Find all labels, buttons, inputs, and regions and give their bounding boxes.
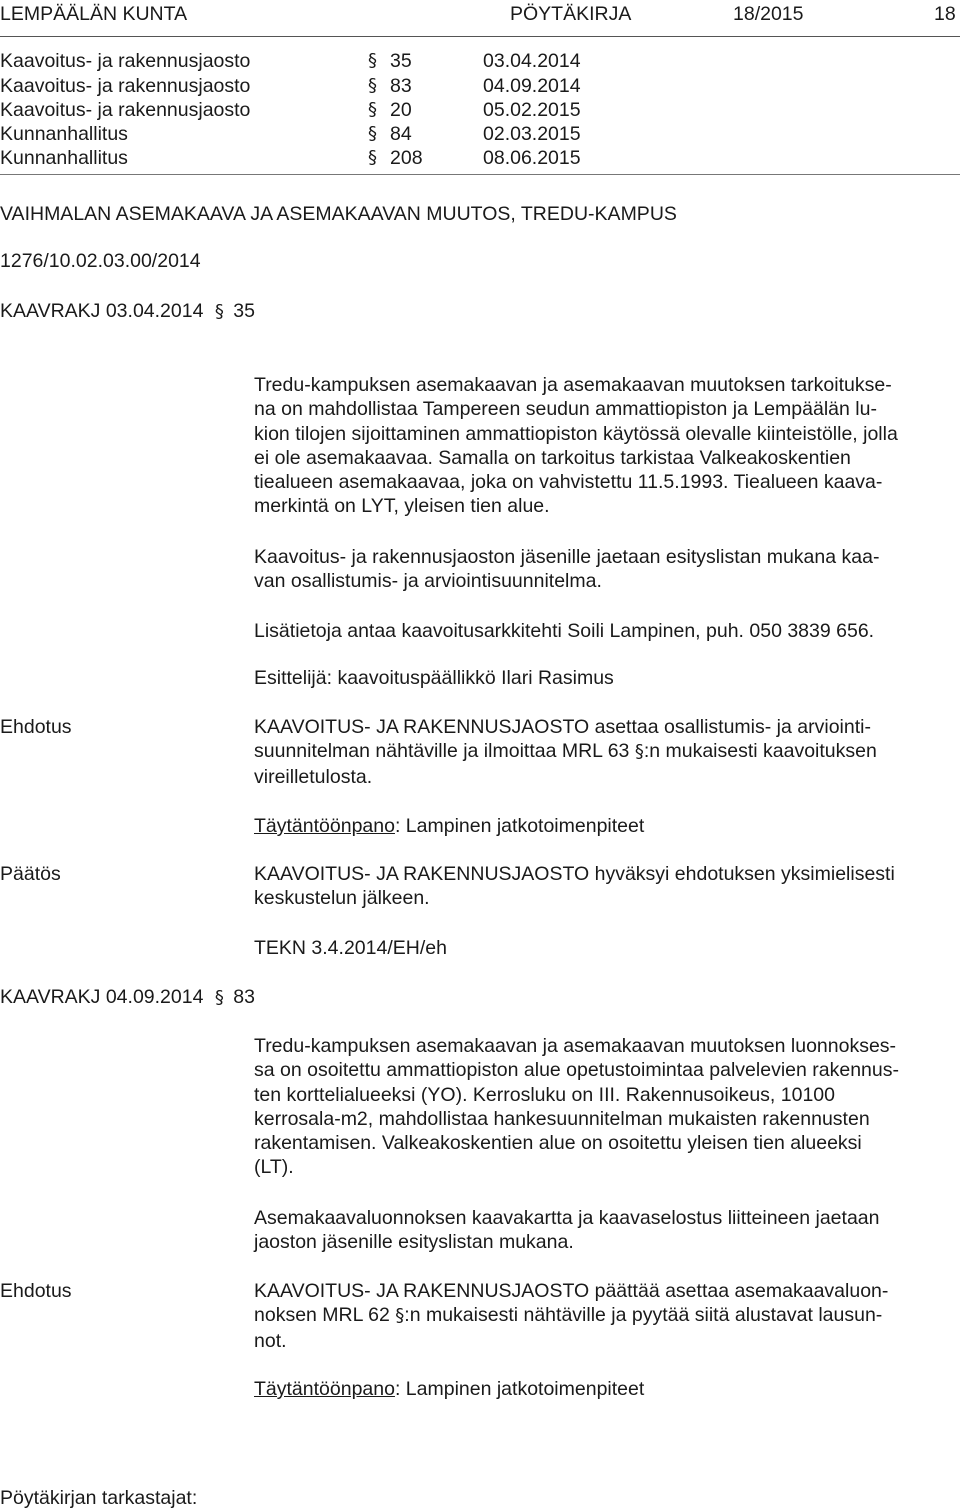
- history-body: Kunnanhallitus: [0, 147, 128, 169]
- section-sign-icon: §: [368, 99, 377, 120]
- diary-number: 1276/10.02.03.00/2014: [0, 250, 201, 272]
- paragraph-line: keskustelun jälkeen.: [254, 887, 430, 910]
- distribution-paragraph: [254, 545, 954, 594]
- execution-text: : Lampinen jatkotoimenpiteet: [394, 815, 645, 837]
- paragraph-line: KAAVOITUS- JA RAKENNUSJAOSTO asettaa osallistumis- ja arviointi-: [254, 716, 871, 738]
- section-sign-icon: §: [368, 50, 377, 71]
- paragraph-line: not.: [254, 1329, 287, 1352]
- paragraph-line: jaoston jäsenille esityslistan mukana.: [254, 1231, 574, 1254]
- history-row: [0, 122, 960, 146]
- paragraph-line: kerrosala-m2, mahdollistaa hankesuunnitelman mukaisten rakennusten: [254, 1107, 870, 1130]
- paragraph-line: Kaavoitus- ja rakennusjaoston jäsenille jaetaan esityslistan mukana kaa-: [254, 546, 880, 568]
- decision-text: [254, 862, 954, 911]
- execution-text: : Lampinen jatkotoimenpiteet: [394, 1378, 645, 1400]
- municipality-name: LEMPÄÄLÄN KUNTA: [0, 3, 188, 25]
- paragraph-line: merkintä on LYT, yleisen tien alue.: [254, 495, 550, 518]
- execution-label: Täytäntöönpano: [254, 815, 395, 837]
- document-type: PÖYTÄKIRJA: [510, 3, 632, 25]
- meeting-reference: [0, 299, 255, 324]
- history-section: 84: [390, 123, 412, 145]
- history-body: Kaavoitus- ja rakennusjaosto: [0, 75, 251, 97]
- paragraph-line: van osallistumis- ja arviointisuunnitelma.: [254, 570, 602, 593]
- history-date: 04.09.2014: [483, 75, 581, 97]
- section-sign-icon: §: [368, 147, 377, 168]
- paragraph-line: na on mahdollistaa Tampereen seudun ammattiopiston ja Lempäälän lu-: [254, 398, 877, 421]
- decision-label: Päätös: [0, 863, 61, 885]
- history-section: 208: [390, 147, 423, 169]
- paragraph-line: (LT).: [254, 1156, 294, 1179]
- history-section: 35: [390, 50, 412, 72]
- proposal-label: Ehdotus: [0, 716, 72, 738]
- reviewers-label: Pöytäkirjan tarkastajat:: [0, 1487, 198, 1509]
- signature: TEKN 3.4.2014/EH/eh: [254, 937, 447, 959]
- history-date: 08.06.2015: [483, 147, 581, 169]
- paragraph-line: kion tilojen sijoittaminen ammattiopiston käytössä olevalle kiinteistölle, jolla: [254, 422, 898, 445]
- paragraph-line: ten korttelialueeksi (YO). Kerrosluku on III. Rakennusoikeus, 10100: [254, 1083, 835, 1106]
- paragraph-line: KAAVOITUS- JA RAKENNUSJAOSTO päättää asettaa asemakaavaluon-: [254, 1280, 889, 1302]
- history-date: 02.03.2015: [483, 123, 581, 145]
- proposal-label: Ehdotus: [0, 1280, 72, 1302]
- history-body: Kaavoitus- ja rakennusjaosto: [0, 50, 251, 72]
- execution-note: [254, 814, 954, 838]
- header-divider: [0, 36, 960, 37]
- execution-note: [254, 1377, 954, 1401]
- section-sign-icon: §: [368, 75, 377, 96]
- matter-title: VAIHMALAN ASEMAKAAVA JA ASEMAKAAVAN MUUTOS, TREDU-KAMPUS: [0, 203, 677, 225]
- background-paragraph: [254, 1034, 954, 1180]
- page-number: 18: [934, 3, 956, 25]
- paragraph-line: vireilletulosta.: [254, 765, 373, 788]
- history-body: Kaavoitus- ja rakennusjaosto: [0, 99, 251, 121]
- history-section: 20: [390, 99, 412, 121]
- paragraph-line: sa on osoitettu ammattiopiston alue opetustoimintaa palvelevien rakennus-: [254, 1059, 899, 1082]
- history-row: [0, 146, 960, 170]
- section-sign-icon: §: [214, 301, 224, 322]
- paragraph-line: KAAVOITUS- JA RAKENNUSJAOSTO hyväksyi ehdotuksen yksimielisesti: [254, 863, 895, 885]
- section-sign-icon: §: [634, 741, 644, 763]
- section-sign-icon: §: [368, 123, 377, 144]
- history-section: 83: [390, 75, 412, 97]
- background-paragraph: [254, 373, 954, 519]
- paragraph-line: Asemakaavaluonnoksen kaavakartta ja kaavaselostus liitteineen jaetaan: [254, 1207, 880, 1229]
- contact-info: Lisätietoja antaa kaavoitusarkkitehti Soili Lampinen, puh. 050 3839 656.: [254, 620, 875, 642]
- history-date: 05.02.2015: [483, 99, 581, 121]
- paragraph-line: tiealueen asemakaavaa, joka on vahvistettu 11.5.1993. Tiealueen kaava-: [254, 471, 883, 494]
- distribution-paragraph: [254, 1206, 954, 1255]
- paragraph-line: noksen MRL 62 §:n mukaisesti nähtäville ja pyytää siitä alustavat lausun-: [254, 1304, 883, 1327]
- meeting-reference-section: 35: [233, 300, 255, 322]
- paragraph-line: ei ole asemakaavaa. Samalla on tarkoitus tarkistaa Valkeakoskentien: [254, 446, 851, 469]
- history-row: [0, 49, 960, 73]
- paragraph-line: suunnitelman nähtäville ja ilmoittaa MRL 63 §:n mukaisesti kaavoituksen: [254, 740, 877, 763]
- meeting-reference-text: KAAVRAKJ 04.09.2014: [0, 986, 204, 1008]
- history-date: 03.04.2014: [483, 50, 581, 72]
- presenter: Esittelijä: kaavoituspäällikkö Ilari Rasimus: [254, 667, 614, 689]
- history-divider: [0, 174, 960, 175]
- execution-label: Täytäntöönpano: [254, 1378, 395, 1400]
- meeting-reference-section: 83: [233, 986, 255, 1008]
- meeting-reference: [0, 985, 255, 1010]
- paragraph-line: rakentamisen. Valkeakoskentien alue on osoitettu yleisen tien alueeksi: [254, 1132, 862, 1155]
- meeting-reference-text: KAAVRAKJ 03.04.2014: [0, 300, 204, 322]
- history-row: [0, 74, 960, 98]
- section-sign-icon: §: [214, 987, 224, 1008]
- proposal-text: [254, 715, 954, 789]
- history-body: Kunnanhallitus: [0, 123, 128, 145]
- proposal-text: [254, 1279, 954, 1353]
- paragraph-line: Tredu-kampuksen asemakaavan ja asemakaavan muutoksen luonnokses-: [254, 1035, 897, 1057]
- history-row: [0, 98, 960, 122]
- document-number: 18/2015: [733, 3, 804, 25]
- paragraph-line: Tredu-kampuksen asemakaavan ja asemakaavan muutoksen tarkoitukse-: [254, 374, 892, 396]
- section-sign-icon: §: [395, 1305, 405, 1327]
